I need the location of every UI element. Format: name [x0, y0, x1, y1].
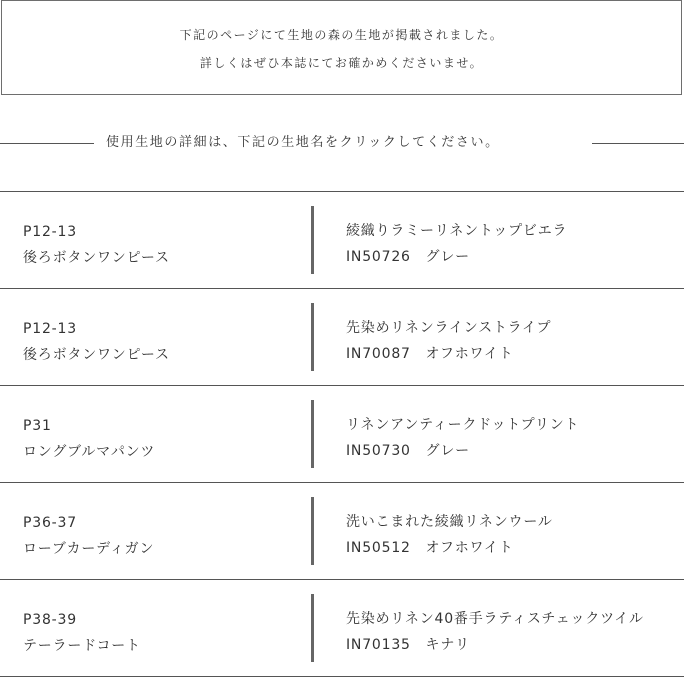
fabric-link[interactable]	[346, 412, 676, 464]
garment-name: ローブカーディガン	[23, 541, 155, 557]
fabric-name[interactable]: 先染めリネンラインストライプ	[346, 320, 552, 336]
garment-name: ロングブルマパンツ	[23, 444, 156, 460]
table-row	[0, 289, 684, 386]
fabric-name[interactable]: リネンアンティークドットプリント	[346, 417, 580, 433]
garment-cell	[23, 413, 293, 465]
notice-text-line-1: 下記のページにて生地の森の生地が掲載されました。	[179, 28, 504, 42]
garment-name: テーラードコート	[23, 638, 141, 654]
fabric-table	[0, 191, 684, 677]
page-number: P36-37	[23, 515, 77, 531]
fabric-link[interactable]	[346, 509, 676, 561]
column-divider	[311, 303, 314, 371]
garment-cell	[23, 510, 293, 562]
column-divider	[311, 497, 314, 565]
fabric-code[interactable]: IN50730 グレー	[346, 443, 470, 459]
table-row	[0, 580, 684, 677]
column-divider	[311, 594, 314, 662]
garment-name: 後ろボタンワンピース	[23, 347, 170, 363]
notice-text-line-2: 詳しくはぜひ本誌にてお確かめくださいませ。	[199, 56, 484, 70]
instruction-text: 使用生地の詳細は、下記の生地名をクリックしてください。	[106, 135, 500, 150]
page-number: P31	[23, 418, 52, 434]
fabric-code[interactable]: IN70087 オフホワイト	[346, 346, 514, 362]
fabric-name[interactable]: 先染めリネン40番手ラティスチェックツイル	[346, 611, 644, 627]
table-row	[0, 483, 684, 580]
table-row	[0, 386, 684, 483]
column-divider	[311, 206, 314, 274]
fabric-link[interactable]	[346, 315, 676, 367]
page-number: P12-13	[23, 224, 77, 240]
notice-box	[1, 0, 682, 95]
garment-cell	[23, 607, 293, 659]
fabric-link[interactable]	[346, 218, 676, 270]
heading-rule-left	[0, 143, 94, 144]
fabric-code[interactable]: IN50726 グレー	[346, 249, 470, 265]
page-number: P38-39	[23, 612, 77, 628]
fabric-link[interactable]	[346, 606, 676, 658]
garment-cell	[23, 316, 293, 368]
fabric-code[interactable]: IN50512 オフホワイト	[346, 540, 514, 556]
table-row	[0, 192, 684, 289]
garment-name: 後ろボタンワンピース	[23, 250, 170, 266]
instruction-heading	[0, 133, 684, 153]
fabric-name[interactable]: 綾織りラミーリネントップビエラ	[346, 223, 568, 239]
garment-cell	[23, 219, 293, 271]
column-divider	[311, 400, 314, 468]
heading-rule-right	[592, 143, 684, 144]
fabric-code[interactable]: IN70135 キナリ	[346, 637, 470, 653]
page-number: P12-13	[23, 321, 77, 337]
fabric-name[interactable]: 洗いこまれた綾織リネンウール	[346, 514, 553, 530]
